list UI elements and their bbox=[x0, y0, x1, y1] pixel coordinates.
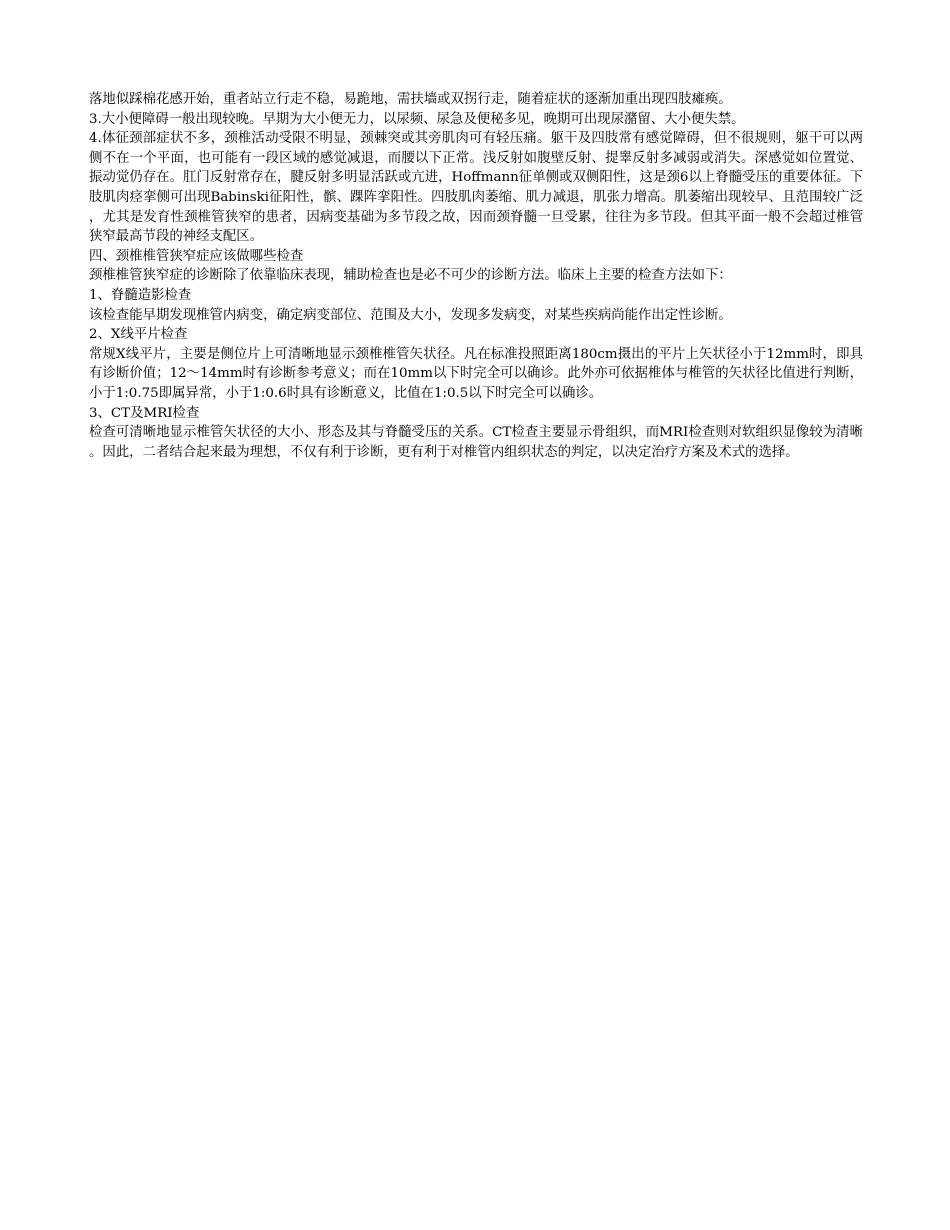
paragraph-bowel-bladder: 3.大小便障碍一般出现较晚。早期为大小便无力，以尿频、尿急及便秘多见，晚期可出现尿潴留、大小便失禁。 bbox=[89, 111, 745, 127]
document-body bbox=[89, 90, 863, 462]
subheading-myelography: 1、脊髓造影检查 bbox=[89, 287, 192, 303]
paragraph-examinations-intro: 颈椎椎管狭窄症的诊断除了依靠临床表现，辅助检查也是必不可少的诊断方法。临床上主要的检查方法如下： bbox=[89, 268, 732, 284]
subheading-xray: 2、X线平片检查 bbox=[89, 327, 188, 343]
paragraph-ct-mri: 检查可清晰地显示椎管矢状径的大小、形态及其与脊髓受压的关系。CT检查主要显示骨组织，而MRI检查则对软组织显像较为清晰。因此，二者结合起来最为理想，不仅有利于诊断，更有利于对椎管内组织状态的判定，以决定治疗方案及术式的选择。 bbox=[89, 425, 863, 460]
paragraph-xray: 常规X线平片，主要是侧位片上可清晰地显示颈椎椎管矢状径。凡在标准投照距离180cm摄出的平片上矢状径小于12mm时，即具有诊断价值；12～14mm时有诊断参考意义；而在10mm以下时完全可以确诊。此外亦可依据椎体与椎管的矢状径比值进行判断，小于1:0.75即属异常，小于1:0.6时具有诊断意义，比值在1:0.5以下时完全可以确诊。 bbox=[89, 346, 863, 401]
section-heading-examinations: 四、颈椎椎管狭窄症应该做哪些检查 bbox=[89, 248, 304, 264]
paragraph-symptom-continuation: 落地似踩棉花感开始，重者站立行走不稳，易跪地，需扶墙或双拐行走，随着症状的逐渐加重出现四肢瘫痪。 bbox=[89, 92, 732, 107]
paragraph-myelography: 该检查能早期发现椎管内病变，确定病变部位、范围及大小，发现多发病变，对某些疾病尚能作出定性诊断。 bbox=[89, 307, 732, 323]
subheading-ct-mri: 3、CT及MRI检查 bbox=[89, 405, 200, 421]
paragraph-physical-signs: 4.体征颈部症状不多，颈椎活动受限不明显，颈棘突或其旁肌肉可有轻压痛。躯干及四肢常有感觉障碍，但不很规则，躯干可以两侧不在一个平面，也可能有一段区域的感觉减退，而腰以下正常。浅反射如腹壁反射、提睾反射多减弱或消失。深感觉如位置觉、振动觉仍存在。肛门反射常存在，腱反射多明显活跃或亢进，Hoffmann征单侧或双侧阳性，这是颈6以上脊髓受压的重要体征。下肢肌肉痉挛侧可出现Babinski征阳性，髌、踝阵挛阳性。四肢肌肉萎缩、肌力减退，肌张力增高。肌萎缩出现较早、且范围较广泛，尤其是发育性颈椎管狭窄的患者，因病变基础为多节段之故，因而颈脊髓一旦受累，往往为多节段。但其平面一般不会超过椎管狭窄最高节段的神经支配区。 bbox=[89, 131, 863, 245]
